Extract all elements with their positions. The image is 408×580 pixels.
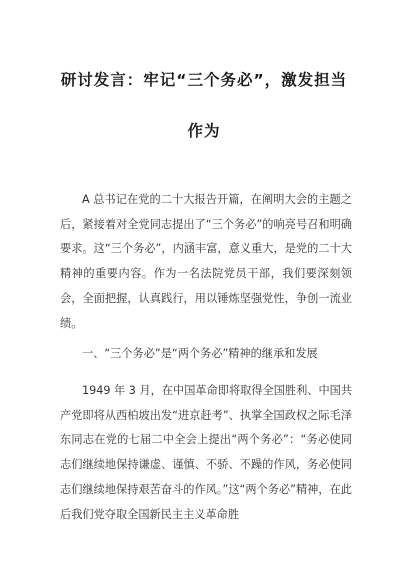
section-heading-1: 一、“三个务必”是“两个务必”精神的继承和发展 — [82, 347, 318, 360]
document-title-line-2: 作为 — [187, 122, 221, 140]
document-title-line-1: 研讨发言：牢记“三个务必”，激发担当 — [60, 71, 348, 89]
paragraph-history: 1949 年 3 月，在中国革命即将取得全国胜利、中国共产党即将从西柏坡出发“进京赶考”、执掌全国政权之际毛泽东同志在党的七届二中全会上提出“两个务必”：“务必使同志们继续地保持谦虚、谨慎、不骄、不躁的作风，务必使同志们继续地保持艰苦奋斗的作风。”这“两个务必”精神，在此后我们党夺取全国新民主主义革命胜 — [60, 384, 353, 521]
paragraph-intro: A 总书记在党的二十大报告开篇，在阐明大会的主题之后，紧接着对全党同志提出了“三个务必”的响亮号召和明确要求。这“三个务必”，内涵丰富，意义重大，是党的二十大精神的重要内容。作为一名法院党员干部，我们要深刻领会，全面把握，认真践行，用以锤炼坚强党性，争创一流业绩。 — [60, 193, 352, 330]
